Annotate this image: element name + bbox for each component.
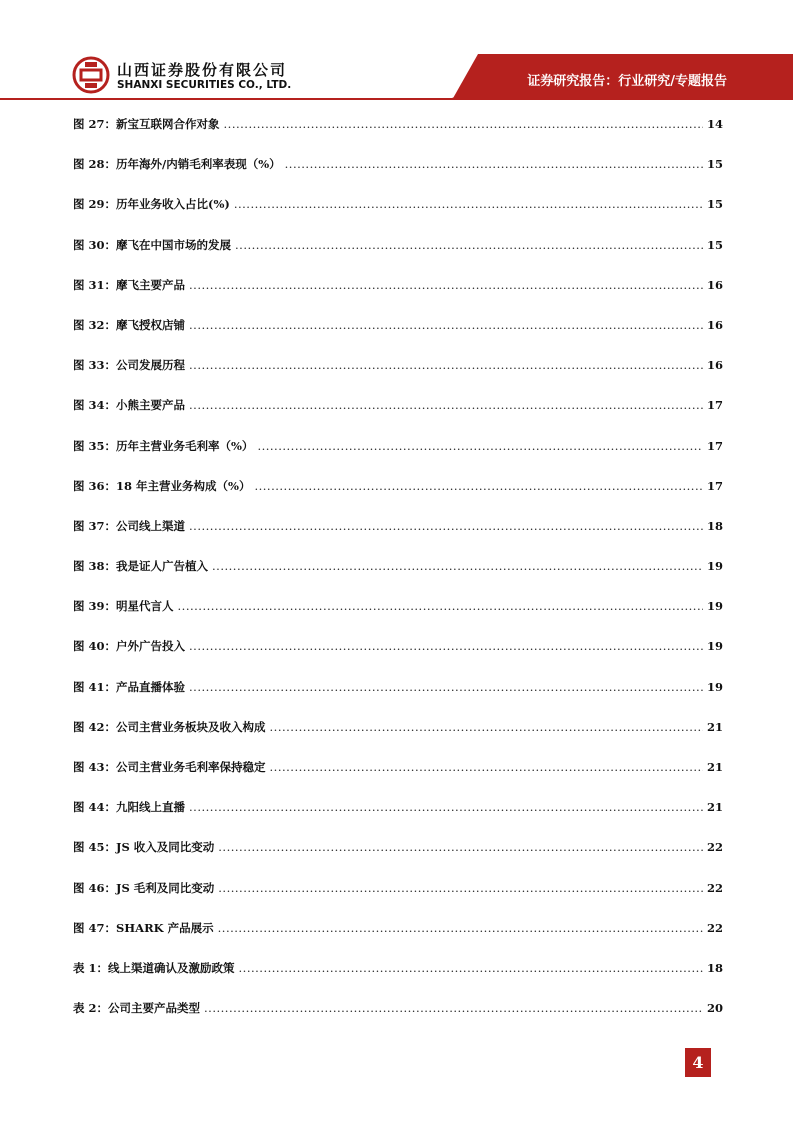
figure-table-list bbox=[73, 113, 723, 1037]
toc-entry-label: 表 2：公司主要产品类型 bbox=[73, 1001, 201, 1016]
toc-entry-label: 图 42：公司主营业务板块及收入构成 bbox=[73, 719, 266, 734]
toc-entry-page: 16 bbox=[706, 277, 723, 292]
toc-entry-page: 21 bbox=[706, 800, 723, 815]
toc-entry-page: 15 bbox=[706, 157, 723, 172]
toc-leader-dots bbox=[239, 958, 703, 978]
toc-entry[interactable] bbox=[73, 836, 723, 876]
toc-entry[interactable] bbox=[73, 877, 723, 917]
toc-entry[interactable] bbox=[73, 997, 723, 1037]
toc-leader-dots bbox=[204, 998, 703, 1018]
brand-name-english: SHANXI SECURITIES CO., LTD. bbox=[117, 79, 292, 91]
toc-entry-label: 图 44：九阳线上直播 bbox=[73, 800, 186, 815]
toc-entry[interactable] bbox=[73, 193, 723, 233]
toc-entry-label: 图 35：历年主营业务毛利率（%） bbox=[73, 438, 254, 453]
toc-entry-label: 图 32：摩飞授权店铺 bbox=[73, 317, 186, 332]
page-number: 4 bbox=[685, 1048, 711, 1077]
toc-entry[interactable] bbox=[73, 796, 723, 836]
toc-entry-page: 15 bbox=[706, 197, 723, 212]
toc-leader-dots bbox=[189, 275, 703, 295]
toc-leader-dots bbox=[224, 114, 703, 134]
toc-entry[interactable] bbox=[73, 957, 723, 997]
toc-leader-dots bbox=[189, 636, 703, 656]
toc-entry-label: 图 40：户外广告投入 bbox=[73, 639, 186, 654]
toc-entry[interactable] bbox=[73, 314, 723, 354]
toc-entry-label: 图 27：新宝互联网合作对象 bbox=[73, 117, 220, 131]
toc-entry[interactable] bbox=[73, 274, 723, 314]
toc-entry-page: 19 bbox=[706, 559, 723, 574]
toc-leader-dots bbox=[218, 918, 703, 938]
toc-entry-label: 图 34：小熊主要产品 bbox=[73, 398, 186, 413]
page-header bbox=[0, 0, 793, 110]
toc-entry-label: 图 47：SHARK 产品展示 bbox=[73, 920, 214, 935]
toc-entry-page: 16 bbox=[706, 358, 723, 373]
toc-entry-page: 21 bbox=[706, 719, 723, 734]
toc-entry-page: 17 bbox=[706, 438, 723, 453]
toc-leader-dots bbox=[189, 395, 703, 415]
toc-entry-label: 表 1：线上渠道确认及激励政策 bbox=[73, 960, 235, 975]
toc-entry-page: 19 bbox=[706, 679, 723, 694]
toc-entry-page: 18 bbox=[706, 518, 723, 533]
toc-entry-page: 17 bbox=[706, 398, 723, 413]
toc-entry-label: 图 37：公司线上渠道 bbox=[73, 518, 186, 533]
toc-entry-label: 图 30：摩飞在中国市场的发展 bbox=[73, 237, 232, 252]
toc-entry[interactable] bbox=[73, 595, 723, 635]
toc-entry-label: 图 38：我是证人广告植入 bbox=[73, 559, 209, 574]
toc-entry-label: 图 33：公司发展历程 bbox=[73, 358, 186, 373]
toc-leader-dots bbox=[285, 154, 703, 174]
toc-entry-page: 17 bbox=[706, 478, 723, 493]
toc-leader-dots bbox=[178, 596, 703, 616]
toc-entry-label: 图 41：产品直播体验 bbox=[73, 679, 186, 694]
toc-entry-page: 22 bbox=[706, 840, 723, 855]
toc-leader-dots bbox=[254, 476, 703, 496]
toc-entry-label: 图 29：历年业务收入占比(%) bbox=[73, 197, 230, 212]
toc-entry-page: 18 bbox=[706, 960, 723, 975]
toc-leader-dots bbox=[270, 717, 703, 737]
toc-leader-dots bbox=[218, 878, 703, 898]
toc-entry-page: 21 bbox=[706, 760, 723, 774]
toc-entry-page: 16 bbox=[706, 317, 723, 332]
toc-entry-page: 14 bbox=[706, 117, 723, 131]
toc-entry[interactable] bbox=[73, 555, 723, 595]
toc-entry[interactable] bbox=[73, 153, 723, 193]
toc-entry[interactable] bbox=[73, 394, 723, 434]
toc-entry[interactable] bbox=[73, 676, 723, 716]
toc-leader-dots bbox=[270, 757, 703, 777]
toc-entry-label: 图 46：JS 毛利及同比变动 bbox=[73, 880, 215, 895]
toc-leader-dots bbox=[189, 516, 703, 536]
toc-entry-label: 图 36：18 年主营业务构成（%） bbox=[73, 478, 251, 493]
toc-entry-label: 图 31：摩飞主要产品 bbox=[73, 277, 186, 292]
toc-entry-page: 22 bbox=[706, 880, 723, 895]
toc-entry[interactable] bbox=[73, 354, 723, 394]
toc-entry[interactable] bbox=[73, 113, 723, 153]
toc-leader-dots bbox=[257, 436, 703, 456]
toc-leader-dots bbox=[189, 797, 703, 817]
toc-entry[interactable] bbox=[73, 756, 723, 796]
toc-leader-dots bbox=[218, 837, 703, 857]
toc-leader-dots bbox=[189, 315, 703, 335]
toc-leader-dots bbox=[235, 235, 703, 255]
toc-entry-label: 图 43：公司主营业务毛利率保持稳定 bbox=[73, 760, 266, 774]
toc-leader-dots bbox=[234, 194, 703, 214]
toc-entry-label: 图 39：明星代言人 bbox=[73, 599, 174, 614]
toc-entry-page: 22 bbox=[706, 920, 723, 935]
toc-entry-page: 15 bbox=[706, 237, 723, 252]
toc-entry[interactable] bbox=[73, 716, 723, 756]
toc-entry[interactable] bbox=[73, 475, 723, 515]
toc-entry[interactable] bbox=[73, 917, 723, 957]
toc-entry-page: 20 bbox=[706, 1001, 723, 1016]
report-type-label: 证券研究报告：行业研究/专题报告 bbox=[527, 74, 727, 89]
toc-leader-dots bbox=[212, 556, 703, 576]
toc-entry[interactable] bbox=[73, 234, 723, 274]
toc-entry[interactable] bbox=[73, 435, 723, 475]
toc-entry-label: 图 28：历年海外/内销毛利率表现（%） bbox=[73, 157, 281, 172]
brand-name-chinese: 山西证券股份有限公司 bbox=[117, 61, 288, 79]
toc-entry-page: 19 bbox=[706, 599, 723, 614]
toc-leader-dots bbox=[189, 677, 703, 697]
toc-entry-label: 图 45：JS 收入及同比变动 bbox=[73, 840, 215, 855]
toc-leader-dots bbox=[189, 355, 703, 375]
toc-entry[interactable] bbox=[73, 515, 723, 555]
toc-entry[interactable] bbox=[73, 635, 723, 675]
toc-entry-page: 19 bbox=[706, 639, 723, 654]
